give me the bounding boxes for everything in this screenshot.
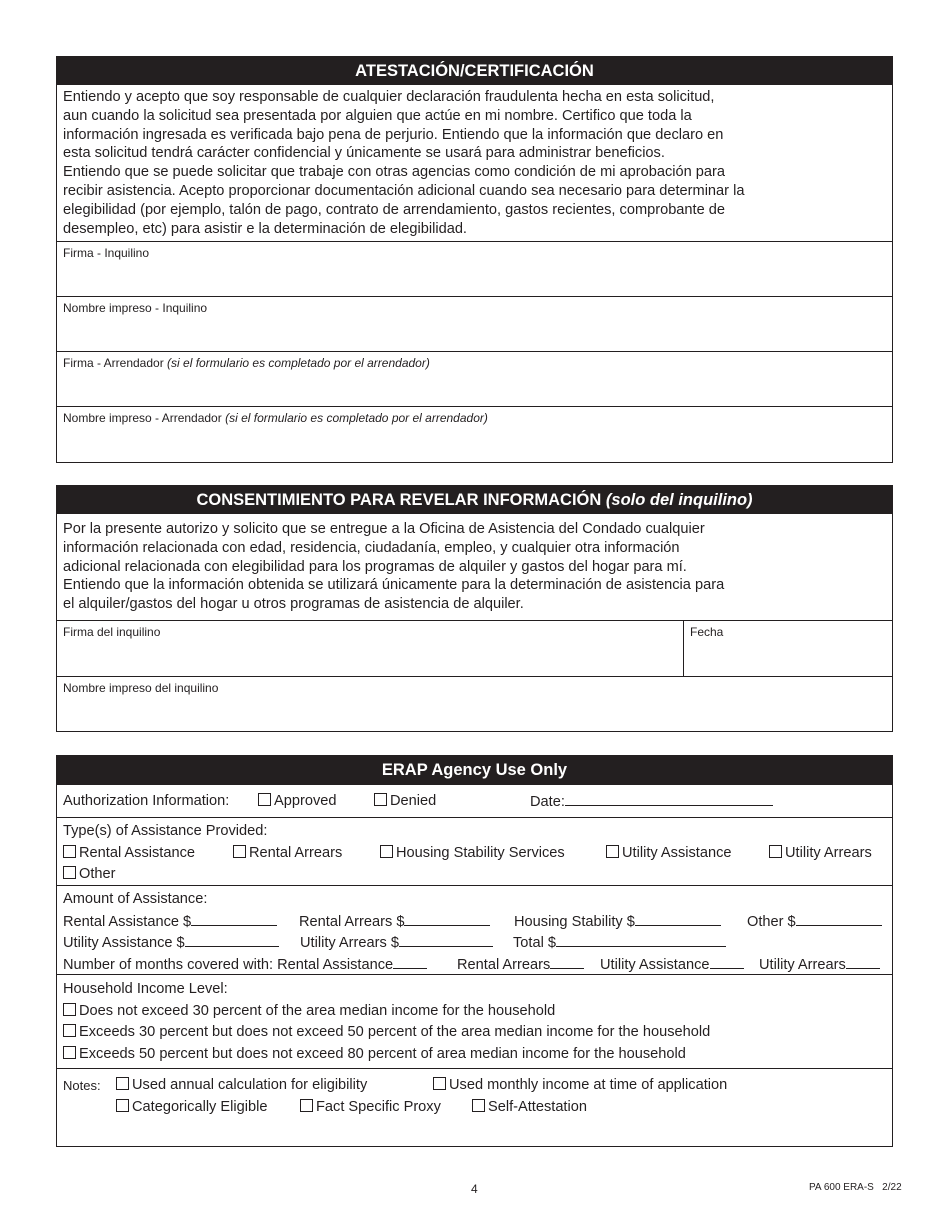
form-code: PA 600 ERA-S 2/22: [809, 1182, 902, 1193]
consent-signature-row: [57, 620, 892, 676]
amount-rental-arrears-label: Rental Arrears $: [299, 913, 405, 930]
type-housing-stability[interactable]: [380, 843, 565, 865]
note-fact-specific-proxy[interactable]: [300, 1097, 441, 1119]
amount-row: [57, 885, 892, 974]
authorization-date-label: Date:: [530, 794, 565, 810]
landlord-signature-note: (si el formulario es completado por el arrendador): [167, 356, 430, 371]
type-other[interactable]: [63, 864, 116, 886]
rental-arrears-checkbox[interactable]: [233, 845, 246, 858]
income-80-checkbox[interactable]: [63, 1046, 76, 1059]
amount-rental-arrears[interactable]: [299, 911, 490, 934]
type-utility-arrears[interactable]: [769, 843, 872, 865]
amount-other[interactable]: [747, 911, 882, 934]
denied-checkbox[interactable]: [374, 793, 387, 806]
months-utility-arrears-line[interactable]: [846, 954, 880, 969]
categorically-eligible-checkbox[interactable]: [116, 1099, 129, 1112]
note-categorically-eligible[interactable]: [116, 1097, 267, 1119]
annual-calculation-label: Used annual calculation for eligibility: [132, 1077, 368, 1093]
consent-section: [56, 485, 893, 732]
months-utility-assistance-line[interactable]: [710, 954, 744, 969]
amount-housing-stability-label: Housing Stability $: [514, 913, 635, 930]
amount-utility-assistance-line[interactable]: [185, 932, 279, 947]
monthly-income-checkbox[interactable]: [433, 1077, 446, 1090]
housing-stability-checkbox[interactable]: [380, 845, 393, 858]
amount-housing-stability-line[interactable]: [635, 911, 721, 926]
amount-utility-arrears[interactable]: [300, 932, 493, 955]
tenant-printed-name-label: Nombre impreso - Inquilino: [63, 301, 208, 316]
amount-other-line[interactable]: [796, 911, 882, 926]
fact-specific-proxy-label: Fact Specific Proxy: [316, 1098, 441, 1115]
attestation-text: Entiendo y acepto que soy responsable de cualquier declaración fraudulenta hecha en esta solicitud, aun cuando la solicitud sea presentada por alguien que actúe en mi nombre. Certifico que toda la información ingresada es verificada bajo pena de perjurio. Entiendo que la información que declaro en esta solicitud tendrá carácter confidencial y únicamente se usará para administrar beneficios. Entiendo que se puede solicitar que trabaje con otras agencias como condición de mi aprobación para recibir asistencia. Acepto proporcionar documentación adicional cuando sea necesario para determinar la elegibilidad (por ejemplo, talón de pago, contrato de arrendamiento, gastos recientes, comprobante de desempleo, etc) para asistir e la determinación de elegibilidad.: [63, 89, 745, 237]
authorization-date-line[interactable]: [565, 791, 773, 806]
type-rental-arrears[interactable]: [233, 843, 342, 865]
consent-date-field[interactable]: [684, 621, 892, 676]
rental-arrears-label: Rental Arrears: [249, 844, 343, 861]
other-checkbox[interactable]: [63, 866, 76, 879]
attestation-section: [56, 56, 893, 463]
notes-label: Notes:: [63, 1078, 101, 1093]
utility-arrears-label: Utility Arrears: [785, 844, 872, 861]
months-label: Number of months covered with: Rental Assistance: [63, 956, 394, 973]
housing-stability-label: Housing Stability Services: [396, 844, 565, 861]
amount-rental-arrears-line[interactable]: [404, 911, 490, 926]
consent-signature-label: Firma del inquilino: [63, 624, 161, 639]
assistance-types-label: Type(s) of Assistance Provided:: [63, 823, 268, 839]
landlord-signature-field[interactable]: [57, 351, 892, 406]
income-option-50[interactable]: [63, 1022, 886, 1044]
consent-title-italic: (solo del inquilino): [605, 491, 753, 509]
authorization-row: [57, 784, 892, 817]
income-30-label: Does not exceed 30 percent of the area median income for the household: [79, 1002, 556, 1019]
income-50-label: Exceeds 30 percent but does not exceed 50 percent of the area median income for the household: [79, 1024, 711, 1040]
income-level-label: Household Income Level:: [63, 981, 228, 997]
fact-specific-proxy-checkbox[interactable]: [300, 1099, 313, 1112]
amount-rental-assistance-line[interactable]: [191, 911, 277, 926]
approved-label: Approved: [274, 793, 337, 809]
months-rental-assistance[interactable]: [63, 954, 427, 977]
categorically-eligible-label: Categorically Eligible: [132, 1098, 268, 1115]
amount-rental-assistance-label: Rental Assistance $: [63, 913, 192, 930]
amount-label: Amount of Assistance:: [63, 891, 208, 907]
monthly-income-label: Used monthly income at time of application: [449, 1077, 728, 1093]
months-rental-arrears-label: Rental Arrears: [457, 956, 551, 973]
landlord-printed-name-label: Nombre impreso - Arrendador: [63, 411, 226, 426]
income-50-checkbox[interactable]: [63, 1024, 76, 1037]
income-level-row: [57, 974, 892, 1068]
authorization-date[interactable]: [530, 791, 773, 814]
self-attestation-checkbox[interactable]: [472, 1099, 485, 1112]
erap-section: [56, 755, 893, 1147]
rental-assistance-checkbox[interactable]: [63, 845, 76, 858]
notes-row: [57, 1068, 892, 1146]
months-rental-assistance-line[interactable]: [393, 954, 427, 969]
amount-utility-assistance[interactable]: [63, 932, 279, 955]
amount-rental-assistance[interactable]: [63, 911, 277, 934]
months-utility-assistance[interactable]: [600, 954, 744, 977]
landlord-printed-name-note: (si el formulario es completado por el arrendador): [225, 411, 488, 426]
income-option-30[interactable]: [63, 1001, 886, 1023]
amount-utility-arrears-label: Utility Arrears $: [300, 935, 399, 951]
approved-checkbox[interactable]: [258, 793, 271, 806]
consent-text: Por la presente autorizo y solicito que se entregue a la Oficina de Asistencia del Condado cualquier información relacionada con edad, residencia, ciudadanía, empleo, y cualquier otra información adicional relacionada con elegibilidad para los programas de alquiler y gastos del hogar para mí. Entiendo que la información obtenida se utilizará únicamente para la determinación de asistencia para el alquiler/gastos del hogar u otros programas de asistencia de alquiler.: [63, 521, 725, 613]
erap-title: ERAP Agency Use Only: [57, 756, 892, 784]
utility-assistance-label: Utility Assistance: [622, 844, 732, 861]
amount-total-line[interactable]: [556, 932, 726, 947]
tenant-printed-name-field[interactable]: [57, 296, 892, 351]
amount-total-label: Total $: [513, 935, 556, 951]
income-option-80[interactable]: [63, 1044, 886, 1066]
type-rental-assistance[interactable]: [63, 843, 195, 865]
consent-date-label: Fecha: [690, 624, 724, 639]
consent-printed-name-field[interactable]: [57, 676, 892, 731]
tenant-signature-label: Firma - Inquilino: [63, 246, 150, 261]
landlord-signature-label: Firma - Arrendador: [63, 356, 168, 371]
note-self-attestation[interactable]: [472, 1097, 587, 1119]
approved-option[interactable]: [258, 791, 336, 813]
consent-title-text: CONSENTIMIENTO PARA REVELAR INFORMACIÓN: [196, 491, 606, 509]
type-utility-assistance[interactable]: [606, 843, 732, 865]
other-label: Other: [79, 866, 116, 882]
amount-housing-stability[interactable]: [514, 911, 721, 934]
note-annual-calculation[interactable]: [116, 1075, 367, 1097]
page-number: 4: [471, 1182, 478, 1196]
note-monthly-income[interactable]: [433, 1075, 727, 1097]
income-80-label: Exceeds 50 percent but does not exceed 80 percent of area median income for the household: [79, 1045, 686, 1062]
denied-option[interactable]: [374, 791, 436, 813]
landlord-printed-name-field[interactable]: [57, 406, 892, 462]
amount-utility-arrears-line[interactable]: [399, 932, 493, 947]
amount-other-label: Other $: [747, 913, 796, 930]
months-utility-assistance-label: Utility Assistance: [600, 956, 710, 973]
annual-calculation-checkbox[interactable]: [116, 1077, 129, 1090]
consent-signature-field[interactable]: [57, 621, 684, 676]
utility-assistance-checkbox[interactable]: [606, 845, 619, 858]
consent-printed-name-label: Nombre impreso del inquilino: [63, 680, 219, 695]
months-rental-arrears[interactable]: [457, 954, 584, 977]
consent-title: [57, 486, 892, 514]
amount-utility-assistance-label: Utility Assistance $: [63, 935, 185, 951]
months-utility-arrears-label: Utility Arrears: [759, 956, 846, 973]
months-rental-arrears-line[interactable]: [550, 954, 584, 969]
self-attestation-label: Self-Attestation: [488, 1098, 587, 1115]
utility-arrears-checkbox[interactable]: [769, 845, 782, 858]
income-30-checkbox[interactable]: [63, 1003, 76, 1016]
amount-total[interactable]: [513, 932, 726, 955]
authorization-label: Authorization Information:: [63, 793, 230, 809]
tenant-signature-field[interactable]: [57, 241, 892, 296]
attestation-title: ATESTACIÓN/CERTIFICACIÓN: [57, 57, 892, 85]
months-utility-arrears[interactable]: [759, 954, 880, 977]
assistance-types-row: [57, 817, 892, 885]
denied-label: Denied: [390, 793, 437, 809]
rental-assistance-label: Rental Assistance: [79, 844, 196, 861]
